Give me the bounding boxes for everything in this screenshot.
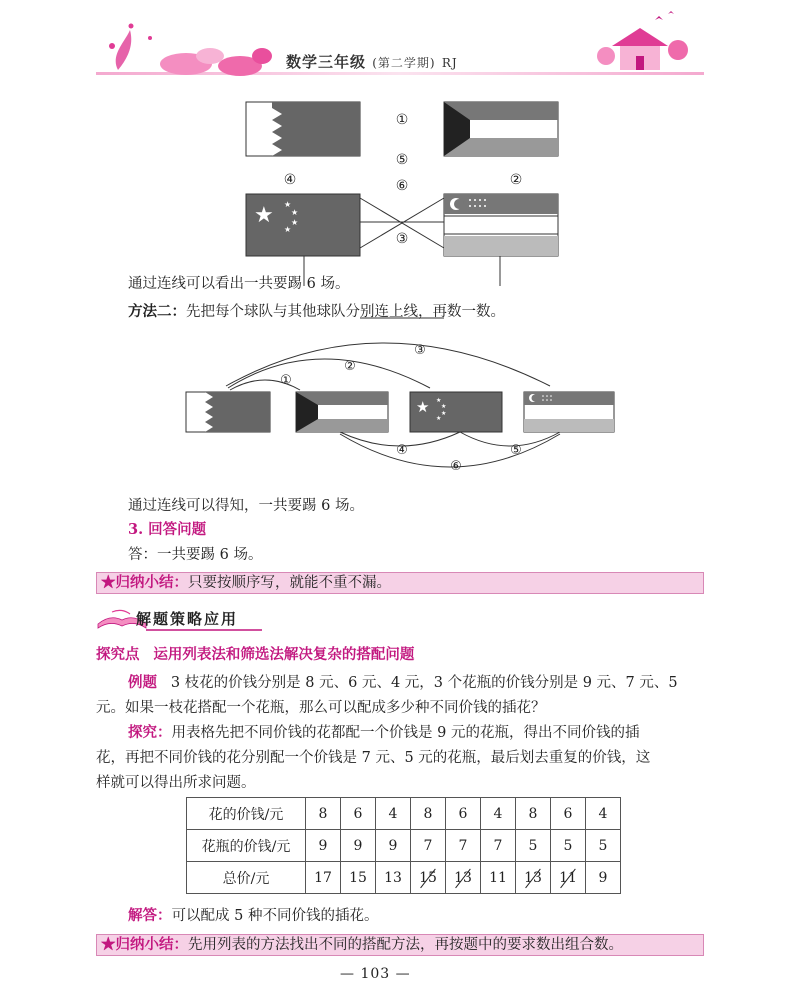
- table-row: [187, 830, 621, 862]
- solution-text: 可以配成 5 种不同价钱的插花。: [171, 908, 379, 924]
- table-cell: [376, 862, 411, 894]
- flower-decoration-icon: [109, 24, 152, 71]
- table-cell: [446, 862, 481, 894]
- row-label: 总价/元: [187, 862, 306, 894]
- uzbekistan-flag-icon: [444, 194, 558, 256]
- edition-label: RJ: [441, 56, 458, 70]
- total-value: 15: [349, 869, 367, 886]
- total-value: 17: [314, 869, 332, 886]
- total-value: 9: [598, 869, 608, 886]
- china-flag-icon: [246, 194, 360, 256]
- table-cell: 5: [516, 830, 551, 862]
- table-cell: 4: [376, 798, 411, 830]
- svg-text:★: ★: [436, 415, 442, 422]
- table-cell: 7: [481, 830, 516, 862]
- diagram2-label: ⑤: [510, 443, 522, 458]
- strategy-banner: [96, 606, 266, 632]
- explore-heading: [96, 645, 414, 665]
- svg-text:★: ★: [416, 398, 430, 416]
- table-cell: 8: [306, 798, 341, 830]
- table-cell: [411, 862, 446, 894]
- page-header: [0, 0, 800, 84]
- table-cell: [516, 862, 551, 894]
- house-decoration-icon: [597, 11, 688, 70]
- diagram1-label: ⑥: [395, 178, 409, 194]
- table-cell: [586, 862, 621, 894]
- svg-text:★: ★: [436, 397, 442, 404]
- svg-text:★: ★: [441, 410, 447, 417]
- table-cell: 8: [516, 798, 551, 830]
- crossed-out-value: 13: [524, 869, 542, 886]
- svg-text:★: ★: [284, 200, 292, 209]
- price-table: [186, 797, 621, 894]
- summary-box-2: [96, 934, 704, 956]
- method-2-line: [128, 302, 505, 322]
- table-cell: [481, 862, 516, 894]
- table-cell: 5: [586, 830, 621, 862]
- table-cell: 7: [446, 830, 481, 862]
- inquiry-paragraph: [96, 720, 706, 796]
- kuwait-flag-icon: [296, 392, 388, 432]
- diagram1-label: ①: [395, 112, 409, 128]
- table-cell: [306, 862, 341, 894]
- header-title: [286, 51, 458, 72]
- table-cell: 9: [376, 830, 411, 862]
- table-cell: 9: [341, 830, 376, 862]
- total-value: 13: [384, 869, 402, 886]
- diagram1-label: ③: [395, 231, 409, 247]
- diagram1-label: ⑤: [395, 152, 409, 168]
- kuwait-flag-icon: [444, 102, 558, 156]
- diagram2-label: ④: [396, 443, 408, 458]
- table-cell: [551, 862, 586, 894]
- summary-text: 只要按顺序写，就能不重不漏。: [188, 575, 391, 591]
- conclusion-line-2: 通过连线可以得知，一共要踢 6 场。: [128, 498, 364, 514]
- method-2-label: 方法二：: [128, 303, 186, 320]
- section-3-heading: 3. 回答问题: [128, 521, 207, 538]
- svg-text:★: ★: [254, 203, 274, 228]
- connection-diagram-2: [0, 330, 800, 470]
- diagram2-label: ②: [344, 359, 356, 374]
- solution-label: 解答：: [128, 907, 172, 924]
- table-cell: 6: [446, 798, 481, 830]
- table-cell: 6: [341, 798, 376, 830]
- example-line-1: 3 枝花的价钱分别是 8 元、6 元、4 元，3 个花瓶的价钱分别是 9 元、7 元、5: [170, 675, 678, 691]
- row-label: 花的价钱/元: [187, 798, 306, 830]
- inquiry-label: 探究：: [128, 724, 172, 741]
- table-cell: 6: [551, 798, 586, 830]
- svg-text:★: ★: [284, 225, 292, 234]
- table-row: [187, 862, 621, 894]
- inquiry-line-2: 花，再把不同价钱的花分别配一个价钱是 7 元、5 元的花瓶，最后划去重复的价钱，这: [96, 750, 651, 766]
- table-cell: 4: [481, 798, 516, 830]
- svg-text:★: ★: [291, 218, 299, 227]
- table-cell: 9: [306, 830, 341, 862]
- method-2-text: 先把每个球队与其他球队分别连上线，再数一数。: [186, 304, 505, 320]
- crossed-out-value: 11: [559, 869, 577, 886]
- table-cell: [341, 862, 376, 894]
- example-paragraph: [96, 670, 706, 721]
- svg-text:★: ★: [291, 208, 299, 217]
- strategy-title: 解题策略应用: [136, 610, 239, 628]
- example-line-2: 元。如果一枝花搭配一个花瓶，那么可以配成多少种不同价钱的插花？: [96, 700, 546, 716]
- book-title: 数学三年级: [286, 53, 367, 71]
- example-label: 例题: [128, 674, 157, 691]
- table-cell: 7: [411, 830, 446, 862]
- table-cell: 5: [551, 830, 586, 862]
- uzbekistan-flag-icon: [524, 392, 614, 432]
- qatar-flag-icon: [186, 392, 270, 432]
- inquiry-line-1: 用表格先把不同价钱的花都配一个价钱是 9 元的花瓶，得出不同价钱的插: [171, 725, 640, 741]
- summary-text: 先用列表的方法找出不同的搭配方法，再按题中的要求数出组合数。: [188, 937, 623, 953]
- diagram1-label: ④: [283, 172, 297, 188]
- term-label: (第二学期): [372, 56, 436, 70]
- page-number: — 103 —: [340, 966, 411, 982]
- diagram2-label: ⑥: [450, 459, 462, 470]
- bush-decoration-icon: [160, 48, 272, 76]
- table-cell: 4: [586, 798, 621, 830]
- summary-label: ★归纳小结：: [101, 936, 188, 953]
- svg-text:★: ★: [441, 403, 447, 410]
- explore-label: 探究点: [96, 646, 140, 663]
- table-cell: 8: [411, 798, 446, 830]
- total-value: 11: [489, 869, 507, 886]
- conclusion-line-1: 通过连线可以看出一共要踢 6 场。: [128, 276, 350, 292]
- qatar-flag-icon: [246, 102, 360, 156]
- table-row: [187, 798, 621, 830]
- summary-label: ★归纳小结：: [101, 574, 188, 591]
- diagram1-label: ②: [509, 172, 523, 188]
- summary-box-1: [96, 572, 704, 594]
- explore-title: 运用列表法和筛选法解决复杂的搭配问题: [153, 646, 415, 663]
- diagram2-label: ①: [280, 373, 292, 388]
- row-label: 花瓶的价钱/元: [187, 830, 306, 862]
- crossed-out-value: 13: [454, 869, 472, 886]
- inquiry-line-3: 样就可以得出所求问题。: [96, 775, 256, 791]
- crossed-out-value: 15: [419, 869, 437, 886]
- diagram2-label: ③: [414, 343, 426, 358]
- solution-line: [128, 906, 378, 926]
- answer-line: 答：一共要踢 6 场。: [128, 547, 263, 563]
- china-flag-icon: [410, 392, 502, 432]
